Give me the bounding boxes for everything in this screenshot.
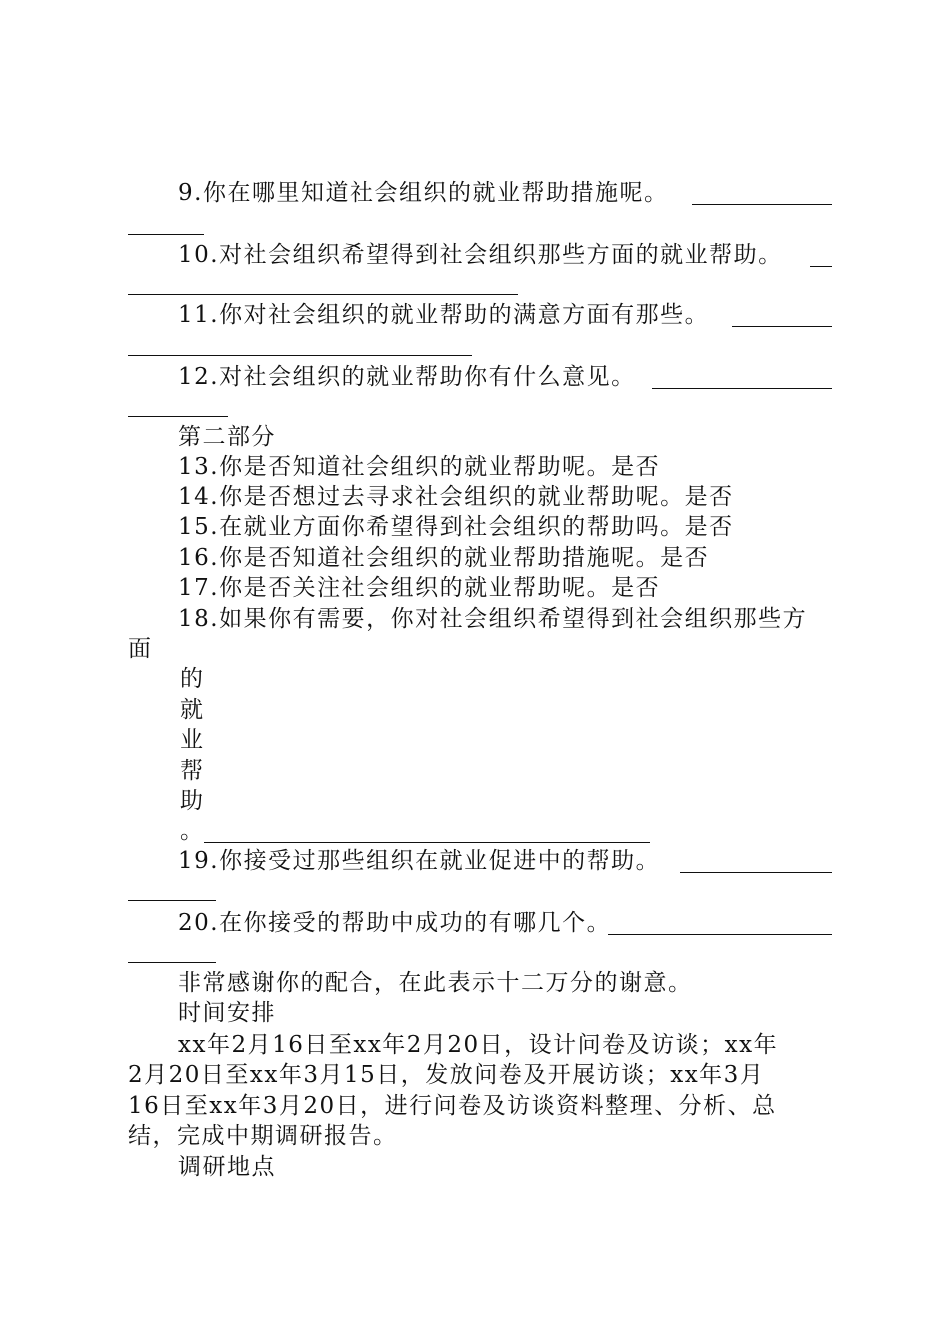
vertical-char: 助: [180, 788, 205, 814]
answer-blank: [128, 900, 216, 901]
question-10: 10.对社会组织希望得到社会组织那些方面的就业帮助。: [178, 242, 783, 268]
section-heading: 调研地点: [178, 1154, 276, 1180]
section-heading: 时间安排: [178, 1000, 276, 1026]
answer-blank: [128, 294, 518, 295]
question-16: 16.你是否知道社会组织的就业帮助措施呢。是否: [178, 545, 710, 571]
answer-blank: [204, 842, 650, 843]
schedule-line: xx年2月16日至xx年2月20日，设计问卷及访谈；xx年: [178, 1032, 779, 1058]
answer-blank: [652, 388, 832, 389]
question-9: 9.你在哪里知道社会组织的就业帮助措施呢。: [178, 180, 669, 206]
answer-blank: [732, 326, 832, 327]
answer-blank: [692, 204, 832, 205]
section-heading: 第二部分: [178, 424, 276, 450]
answer-blank: [128, 962, 216, 963]
question-11: 11.你对社会组织的就业帮助的满意方面有那些。: [178, 302, 710, 328]
question-14: 14.你是否想过去寻求社会组织的就业帮助呢。是否: [178, 484, 734, 510]
vertical-char: 业: [180, 727, 205, 753]
question-18: 18.如果你有需要，你对社会组织希望得到社会组织那些方: [178, 606, 808, 632]
vertical-char: 帮: [180, 758, 205, 784]
answer-blank: [128, 416, 228, 417]
vertical-char: 。: [180, 818, 205, 844]
schedule-line: 结，完成中期调研报告。: [128, 1123, 398, 1149]
question-19: 19.你接受过那些组织在就业促进中的帮助。: [178, 848, 661, 874]
answer-blank: [608, 934, 832, 935]
answer-blank: [810, 266, 832, 267]
answer-blank: [128, 234, 204, 235]
answer-blank: [680, 872, 832, 873]
vertical-char: 就: [180, 697, 205, 723]
answer-blank: [128, 355, 472, 356]
question-18-wrap: 面: [128, 636, 153, 662]
question-12: 12.对社会组织的就业帮助你有什么意见。: [178, 364, 636, 390]
question-20: 20.在你接受的帮助中成功的有哪几个。: [178, 910, 612, 936]
question-17: 17.你是否关注社会组织的就业帮助呢。是否: [178, 575, 661, 601]
schedule-line: 2月20日至xx年3月15日，发放问卷及开展访谈；xx年3月: [128, 1062, 765, 1088]
thanks-line: 非常感谢你的配合，在此表示十二万分的谢意。: [178, 970, 693, 996]
schedule-line: 16日至xx年3月20日，进行问卷及访谈资料整理、分析、总: [128, 1093, 777, 1119]
question-15: 15.在就业方面你希望得到社会组织的帮助吗。是否: [178, 514, 734, 540]
vertical-char: 的: [180, 666, 205, 692]
question-13: 13.你是否知道社会组织的就业帮助呢。是否: [178, 454, 661, 480]
